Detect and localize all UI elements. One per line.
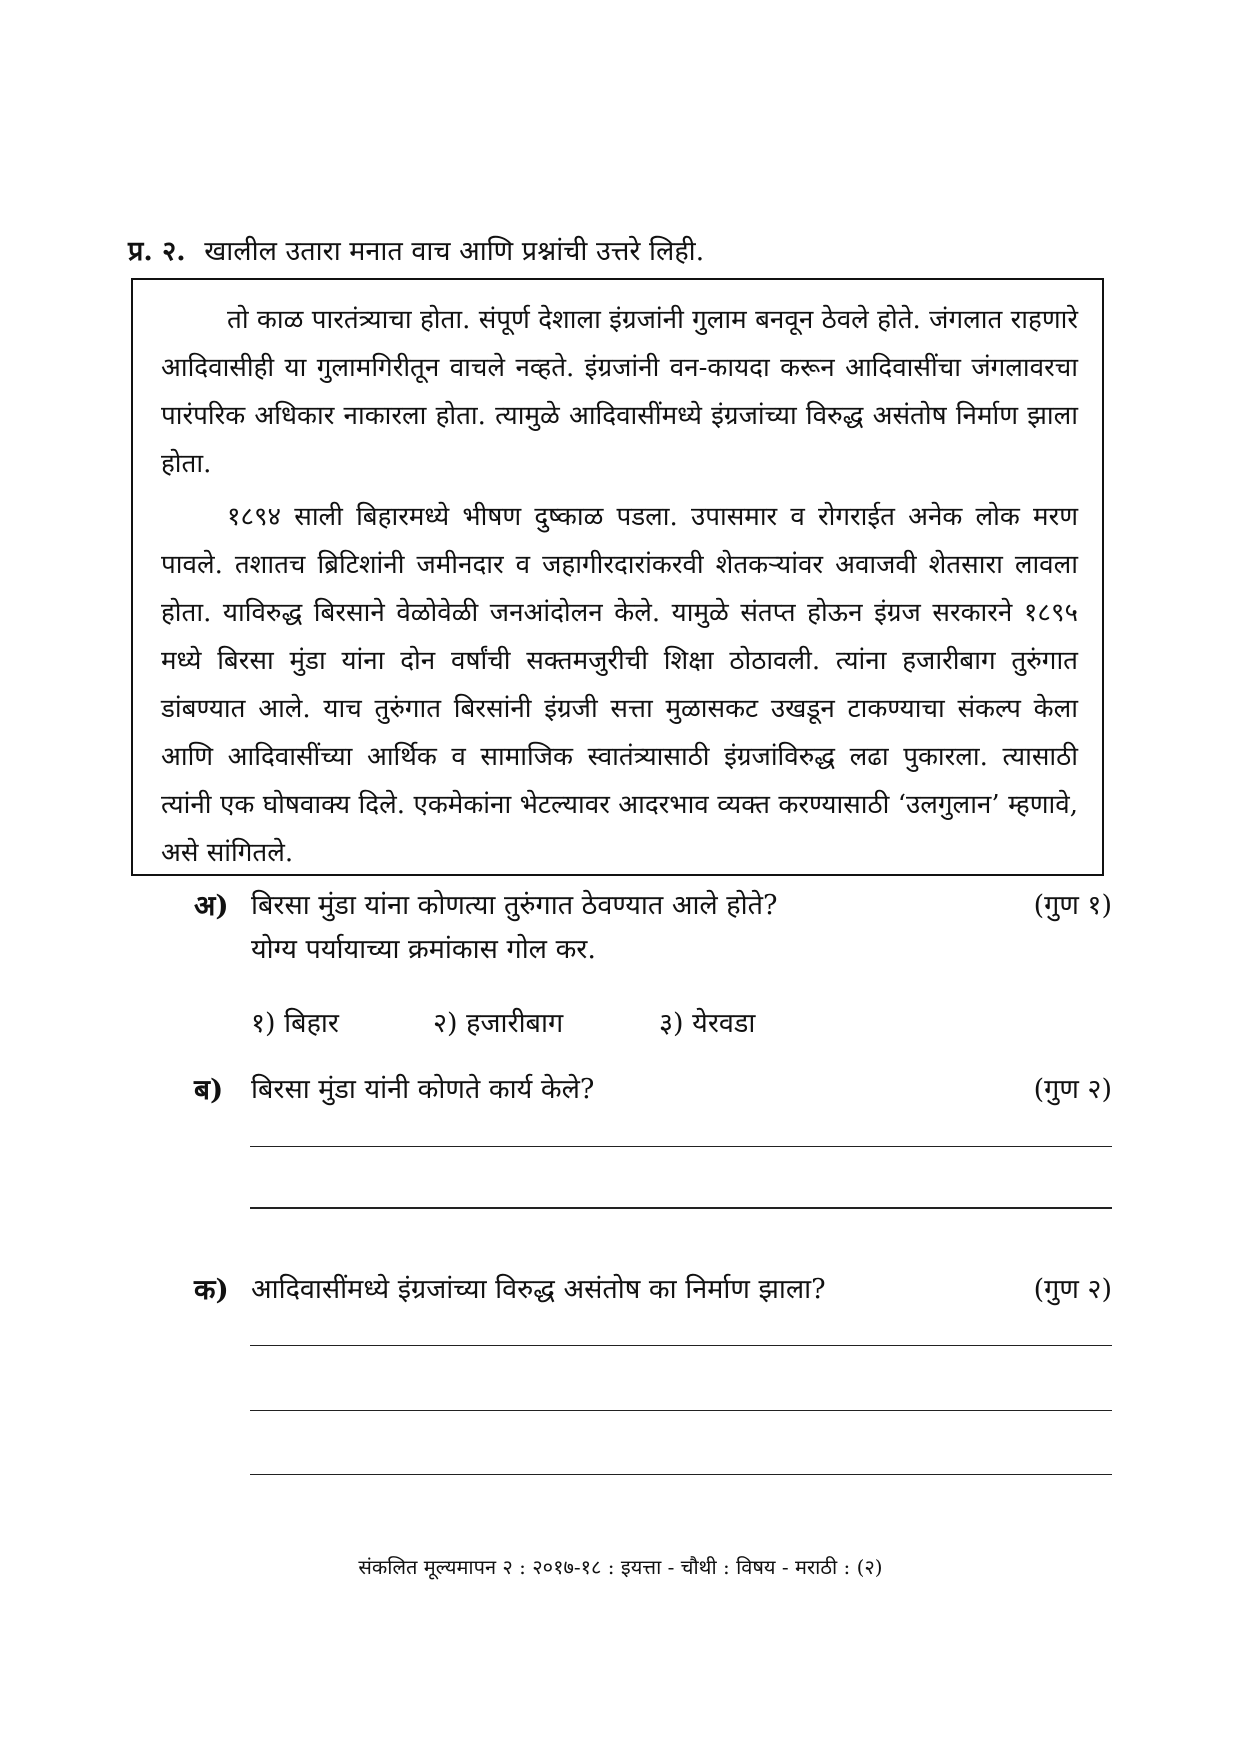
question-instruction: खालील उतारा मनात वाच आणि प्रश्नांची उत्तरे लिही. bbox=[204, 236, 705, 267]
sub-question-instruction: योग्य पर्यायाच्या क्रमांकास गोल कर. bbox=[251, 934, 596, 965]
passage-paragraph-1: तो काळ पारतंत्र्याचा होता. संपूर्ण देशाला इंग्रजांनी गुलाम बनवून ठेवले होते. जंगलात राहणारे आदिवासीही या गुलामगिरीतून वाचले नव्हते. इंग्रजांनी वन-कायदा करून आदिवासींचा जंगलावरचा पारंपरिक अधिकार नाकारला होता. त्यामुळे आदिवासींमध्ये इंग्रजांच्या विरुद्ध असंतोष निर्माण झाला होता. bbox=[161, 305, 1078, 479]
answer-line[interactable] bbox=[250, 1207, 1112, 1209]
answer-line[interactable] bbox=[250, 1345, 1112, 1346]
option-2[interactable]: २) हजारीबाग bbox=[433, 1008, 564, 1039]
marks-label: (गुण १) bbox=[1033, 890, 1112, 921]
sub-question-label: ब) bbox=[194, 1073, 224, 1106]
page-footer: संकलित मूल्यमापन २ : २०१७-१८ : इयत्ता - चौथी : विषय - मराठी : (२) bbox=[358, 1555, 883, 1579]
sub-question-text: बिरसा मुंडा यांना कोणत्या तुरुंगात ठेवण्यात आले होते? bbox=[251, 890, 778, 921]
answer-line[interactable] bbox=[250, 1146, 1112, 1147]
answer-options bbox=[251, 1004, 755, 1044]
marks-label: (गुण २) bbox=[1033, 1274, 1112, 1305]
sub-question-text: बिरसा मुंडा यांनी कोणते कार्य केले? bbox=[251, 1074, 595, 1105]
passage-paragraph-2: १८९४ साली बिहारमध्ये भीषण दुष्काळ पडला. उपासमार व रोगराईत अनेक लोक मरण पावले. तशातच ब्रिटिशांनी जमीनदार व जहागीरदारांकरवी शेतकऱ्यांवर अवाजवी शेतसारा लावला होता. याविरुद्ध बिरसाने वेळोवेळी जनआंदोलन केले. यामुळे संतप्त होऊन इंग्रज सरकारने १८९५ मध्ये बिरसा मुंडा यांना दोन वर्षांची सक्तमजुरीची शिक्षा ठोठावली. त्यांना हजारीबाग तुरुंगात डांबण्यात आले. याच तुरुंगात बिरसांनी इंग्रजी सत्ता मुळासकट उखडून टाकण्याचा संकल्प केला आणि आदिवासींच्या आर्थिक व सामाजिक स्वातंत्र्यासाठी इंग्रजांविरुद्ध लढा पुकारला. त्यासाठी त्यांनी एक घोषवाक्य दिले. एकमेकांना भेटल्यावर आदरभाव व्यक्त करण्यासाठी ‘उलगुलान’ म्हणावे, असे सांगितले. bbox=[161, 502, 1078, 868]
question-heading bbox=[128, 232, 704, 272]
marks-label: (गुण २) bbox=[1033, 1074, 1112, 1105]
answer-line[interactable] bbox=[250, 1474, 1112, 1475]
option-3[interactable]: ३) येरवडा bbox=[659, 1008, 756, 1039]
option-1[interactable]: १) बिहार bbox=[251, 1008, 339, 1039]
question-number: प्र. २. bbox=[128, 236, 186, 267]
sub-question-label: अ) bbox=[194, 889, 229, 922]
passage-box bbox=[131, 278, 1104, 876]
sub-question-label: क) bbox=[194, 1273, 229, 1306]
sub-question-text: आदिवासींमध्ये इंग्रजांच्या विरुद्ध असंतोष का निर्माण झाला? bbox=[251, 1274, 826, 1305]
answer-line[interactable] bbox=[250, 1410, 1112, 1411]
